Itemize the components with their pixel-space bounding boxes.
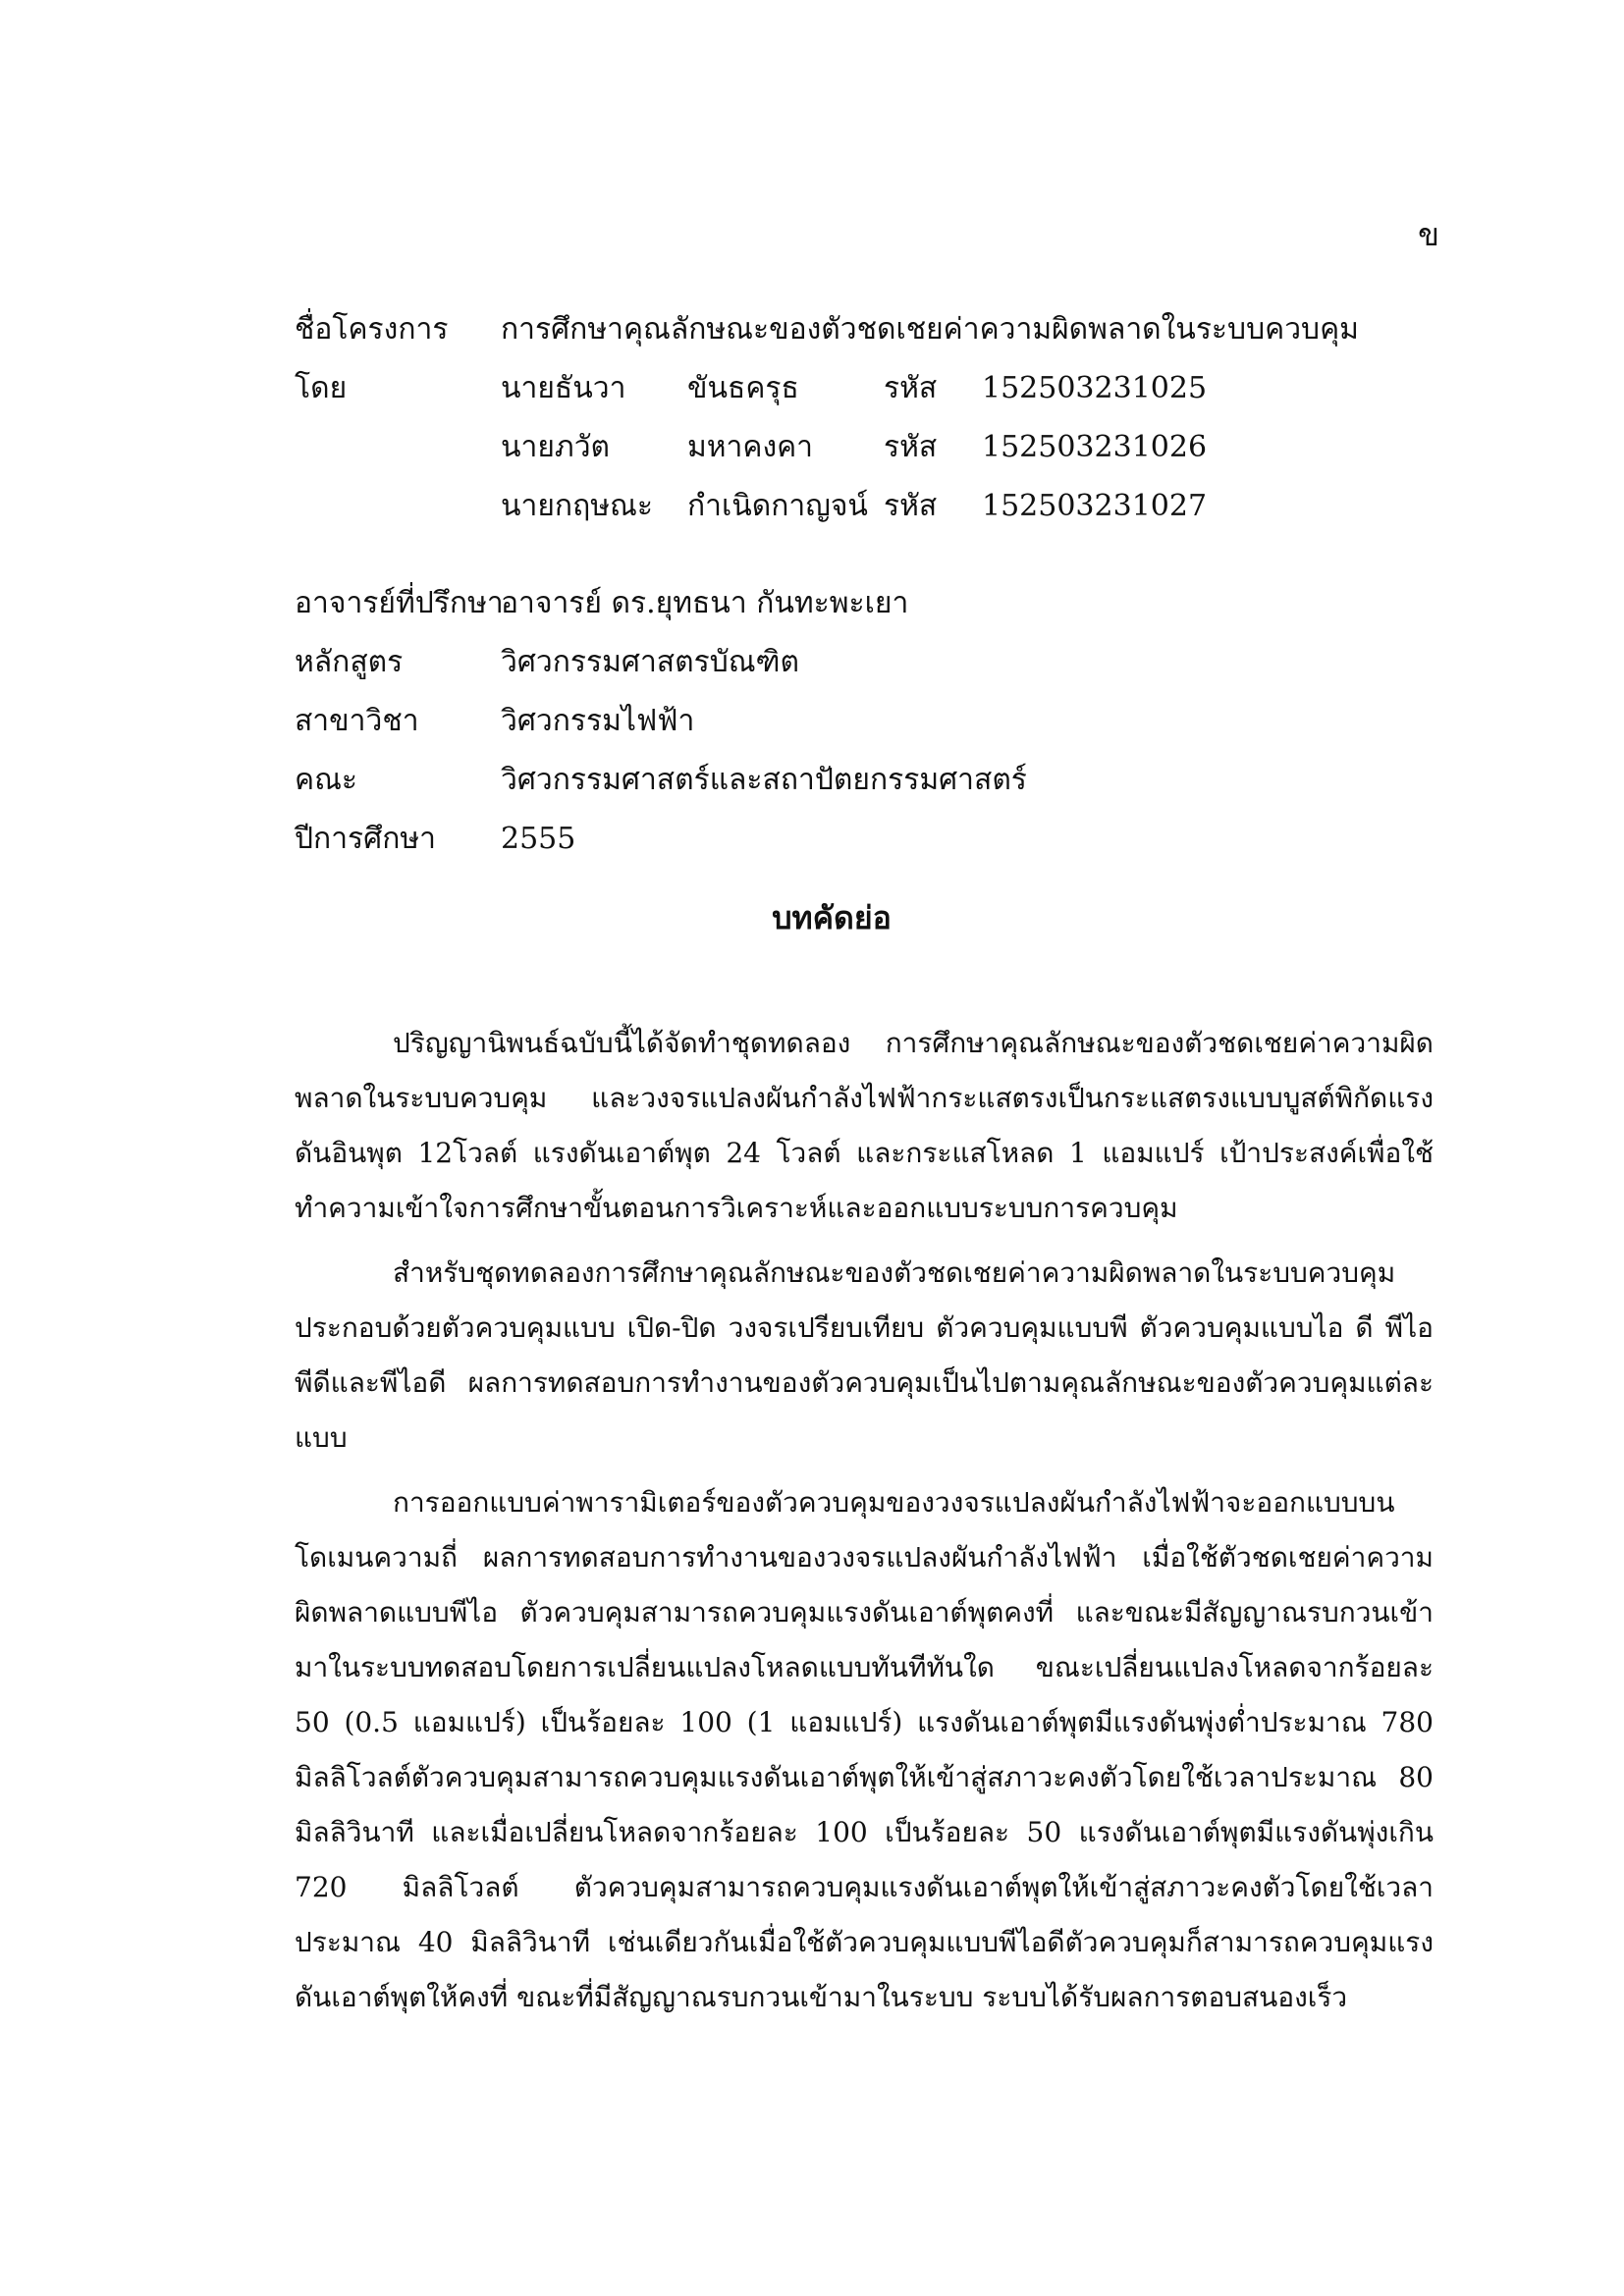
author-row: [295, 417, 1359, 476]
author-row: [295, 476, 1359, 535]
faculty-row: [295, 750, 1359, 809]
abstract-paragraph: ปริญญานิพนธ์ฉบับนี้ได้จัดทำชุดทดลอง การศึกษาคุณลักษณะของตัวชดเชยค่าความผิดพลาดในระบบควบคุม และวงจรแปลงผันกำลังไฟฟ้ากระแสตรงเป็นกระแสตรงแบบบูสต์พิกัดแรงดันอินพุต 12โวลต์ แรงดันเอาต์พุต 24 โวลต์ และกระแสโหลด 1 แอมแปร์ เป้าประสงค์เพื่อใช้ทำความเข้าใจการศึกษาขั้นตอนการวิเคราะห์และออกแบบระบบการควบคุม: [295, 1027, 1434, 1224]
page-number: ข: [1418, 216, 1439, 253]
author-code: 152503231026: [982, 429, 1208, 464]
author-code-label: รหัส: [884, 429, 938, 464]
abstract-title: บทคัดย่อ: [772, 899, 892, 936]
advisor-row: [295, 573, 1359, 632]
author-surname: มหาคงคา: [687, 429, 814, 464]
abstract-body: [295, 1016, 1434, 2035]
author-name: นายธันวา: [501, 370, 626, 405]
curriculum-label: หลักสูตร: [295, 644, 404, 679]
author-row: [295, 358, 1359, 417]
author-code: 152503231025: [982, 370, 1208, 405]
major-value: วิศวกรรมไฟฟ้า: [501, 703, 695, 738]
author-code-label: รหัส: [884, 488, 938, 523]
faculty-value: วิศวกรรมศาสตร์และสถาปัตยกรรมศาสตร์: [501, 762, 1027, 797]
advisor-label: อาจารย์ที่ปรึกษา: [295, 585, 504, 620]
author-code-label: รหัส: [884, 370, 938, 405]
major-row: [295, 691, 1359, 750]
project-title: การศึกษาคุณลักษณะของตัวชดเชยค่าความผิดพลาดในระบบควบคุม: [501, 311, 1359, 347]
academic-year-value: 2555: [501, 821, 576, 856]
curriculum-row: [295, 632, 1359, 691]
abstract-paragraph: สำหรับชุดทดลองการศึกษาคุณลักษณะของตัวชดเชยค่าความผิดพลาดในระบบควบคุมประกอบด้วยตัวควบคุมแบบ เปิด-ปิด วงจรเปรียบเทียบ ตัวควบคุมแบบพี ตัวควบคุมแบบไอ ดี พีไอ พีดีและพีไอดี ผลการทดสอบการทำงานของตัวควบคุมเป็นไปตามคุณลักษณะของตัวควบคุมแต่ละแบบ: [295, 1256, 1434, 1454]
authors-label: โดย: [295, 370, 348, 405]
major-label: สาขาวิชา: [295, 703, 419, 738]
author-name: นายกฤษณะ: [501, 488, 653, 523]
abstract-paragraph: การออกแบบค่าพารามิเตอร์ของตัวควบคุมของวงจรแปลงผันกำลังไฟฟ้าจะออกแบบบนโดเมนความถี่ ผลการทดสอบการทำงานของวงจรแปลงผันกำลังไฟฟ้า เมื่อใช้ตัวชดเชยค่าความผิดพลาดแบบพีไอ ตัวควบคุมสามารถควบคุมแรงดันเอาต์พุตคงที่ และขณะมีสัญญาณรบกวนเข้ามาในระบบทดสอบโดยการเปลี่ยนแปลงโหลดแบบทันทีทันใด ขณะเปลี่ยนแปลงโหลดจากร้อยละ 50 (0.5 แอมแปร์) เป็นร้อยละ 100 (1 แอมแปร์) แรงดันเอาต์พุตมีแรงดันพุ่งต่ำประมาณ 780 มิลลิโวลต์ตัวควบคุมสามารถควบคุมแรงดันเอาต์พุตให้เข้าสู่สภาวะคงตัวโดยใช้เวลาประมาณ 80 มิลลิวินาที และเมื่อเปลี่ยนโหลดจากร้อยละ 100 เป็นร้อยละ 50 แรงดันเอาต์พุตมีแรงดันพุ่งเกิน 720 มิลลิโวลต์ ตัวควบคุมสามารถควบคุมแรงดันเอาต์พุตให้เข้าสู่สภาวะคงตัวโดยใช้เวลาประมาณ 40 มิลลิวินาที เช่นเดียวกันเมื่อใช้ตัวควบคุมแบบพีไอดีตัวควบคุมก็สามารถควบคุมแรงดันเอาต์พุตให้คงที่ ขณะที่มีสัญญาณรบกวนเข้ามาในระบบ ระบบได้รับผลการตอบสนองเร็ว: [295, 1486, 1434, 2013]
academic-year-row: [295, 809, 1359, 868]
author-code: 152503231027: [982, 488, 1208, 523]
project-title-row: [295, 299, 1359, 358]
faculty-label: คณะ: [295, 762, 358, 797]
author-name: นายภวัต: [501, 429, 611, 464]
author-surname: ขันธครุธ: [687, 370, 799, 405]
project-metadata: [295, 299, 1359, 868]
curriculum-value: วิศวกรรมศาสตรบัณฑิต: [501, 644, 799, 679]
project-title-label: ชื่อโครงการ: [295, 311, 449, 347]
advisor-value: อาจารย์ ดร.ยุทธนา กันทะพะเยา: [501, 585, 909, 620]
author-surname: กำเนิดกาญจน์: [687, 488, 868, 523]
academic-year-label: ปีการศึกษา: [295, 821, 436, 856]
